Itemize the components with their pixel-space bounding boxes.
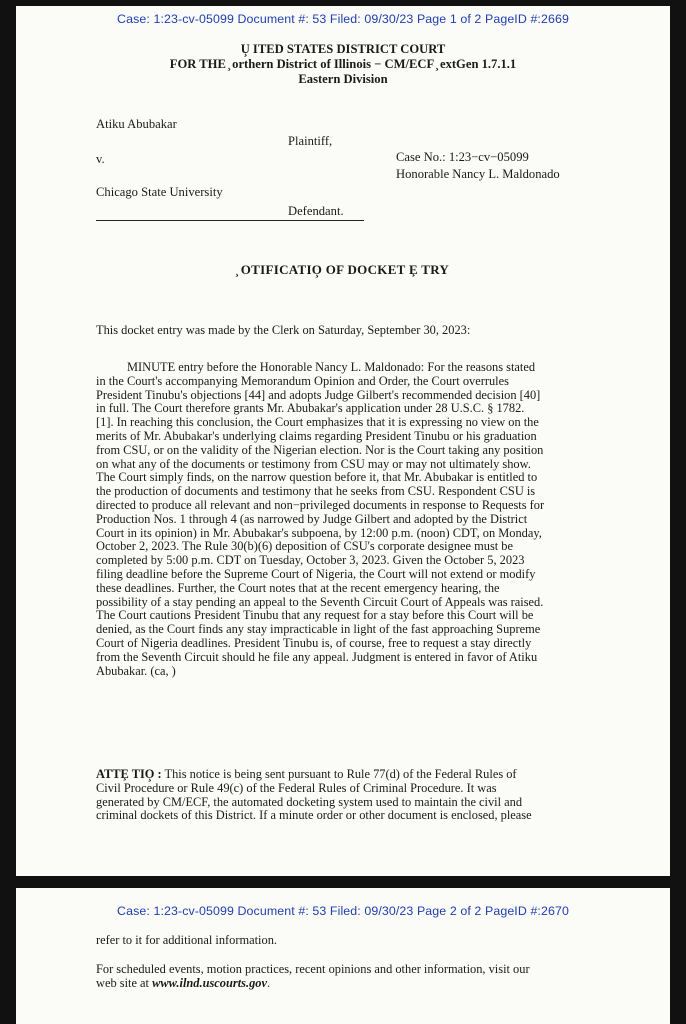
minute-entry-line: The Court cautions President Tinubu that any request for a stay before this Court will be <box>96 608 534 623</box>
judge-name: Honorable Nancy L. Maldonado <box>396 167 560 181</box>
attention-line: Civil Procedure or Rule 49(c) of the Federal Rules of Criminal Procedure. It was <box>96 780 497 795</box>
info-line-suffix: . <box>266 975 271 990</box>
minute-entry-line: Abubakar. (ca, ) <box>96 663 176 678</box>
defendant-label: Defendant. <box>288 204 344 218</box>
plaintiff-label: Plaintiff, <box>288 134 333 148</box>
minute-entry-line: in the Court's accompanying Memorandum Opinion and Order, the Court overrules <box>96 373 509 388</box>
minute-entry-line: filing deadline before the Supreme Court of Nigeria, the Court will not extend or modify <box>96 566 536 581</box>
minute-entry-line: denied, as the Court finds any stay impracticable in light of the fast approaching Supreme <box>96 622 541 637</box>
caption-rule <box>96 220 364 221</box>
minute-entry-line: from the Seventh Circuit should he file any appeal. Judgment is entered in favor of Atiku <box>96 649 538 664</box>
document-page-1 <box>16 6 670 876</box>
case-header-stamp: Case: 1:23-cv-05099 Document #: 53 Filed: 09/30/23 Page 1 of 2 PageID #:2669 <box>117 12 569 26</box>
minute-entry-line: in full. The Court therefore grants Mr. Abubakar's application under 28 U.S.C. § 1782. <box>96 401 525 416</box>
minute-entry-line: the production of documents and testimony that he seeks from CSU. Respondent CSU is <box>96 484 536 499</box>
minute-entry-line: from CSU, or on the validity of the Nigerian election. Nor is the Court taking any position <box>96 442 544 457</box>
minute-entry-line: [1]. In reaching this conclusion, the Court emphasizes that it is expressing no view on the <box>96 415 539 430</box>
website-link[interactable]: www.ilnd.uscourts.gov <box>152 975 267 990</box>
info-paragraph <box>96 963 628 991</box>
minute-entry-line: October 2, 2023. The Rule 30(b)(6) deposition of CSU's corporate designee must be <box>96 539 514 554</box>
minute-entry-line: merits of Mr. Abubakar's underlying claims regarding President Tinubu or his graduation <box>96 428 537 443</box>
attention-line: generated by CM/ECF, the automated docketing system used to maintain the civil and <box>96 794 523 809</box>
minute-entry-line: MINUTE entry before the Honorable Nancy L. Maldonado: For the reasons stated <box>96 360 536 374</box>
document-page-2 <box>16 888 670 1024</box>
minute-entry-line: directed to produce all relevant and non−privileged documents in response to Requests for <box>96 497 545 512</box>
minute-entry <box>96 361 628 678</box>
minute-entry-line: on what any of the documents or testimony from CSU may or may not ultimately show. <box>96 456 531 471</box>
court-heading <box>16 42 670 87</box>
attention-label: ATTȨ TIO̧ : <box>96 767 162 781</box>
court-name: U̧ ITED STATES DISTRICT COURT <box>240 42 446 56</box>
versus-label: v. <box>96 152 105 166</box>
case-number: Case No.: 1:23−cv−05099 <box>396 150 529 164</box>
info-line <box>96 977 628 991</box>
notice-title: ̧ OTIFICATIO̧ OF DOCKET Ȩ TRY <box>236 262 450 277</box>
defendant-name: Chicago State University <box>96 185 223 199</box>
docket-intro: This docket entry was made by the Clerk on Saturday, September 30, 2023: <box>96 323 471 337</box>
court-division: Eastern Division <box>298 72 388 86</box>
case-header-stamp: Case: 1:23-cv-05099 Document #: 53 Filed: 09/30/23 Page 2 of 2 PageID #:2670 <box>117 904 569 918</box>
minute-entry-line: The Court simply finds, on the narrow question before it, that Mr. Abubakar is entitled to <box>96 470 538 485</box>
minute-entry-line: Court in its opinion) in Mr. Abubakar's subpoena, by 12:00 p.m. (noon) CDT, on Monday, <box>96 525 542 540</box>
minute-entry-line: Production Nos. 1 through 4 (as narrowed by Judge Gilbert and adopted by the District <box>96 511 528 526</box>
refer-text: refer to it for additional information. <box>96 933 277 947</box>
minute-entry-line: Court of Nigeria deadlines. President Tinubu is, of course, free to request a stay directly <box>96 635 532 650</box>
minute-entry-line: possibility of a stay pending an appeal to the Seventh Circuit Court of Appeals was raised. <box>96 594 544 609</box>
minute-entry-line: these deadlines. Further, the Court notes that at the recent emergency hearing, the <box>96 580 500 595</box>
minute-entry-line: completed by 5:00 p.m. CDT on Tuesday, October 3, 2023. Given the October 5, 2023 <box>96 553 525 568</box>
minute-entry-line: President Tinubu's objections [44] and adopts Judge Gilbert's recommended decision [40] <box>96 387 541 402</box>
info-line-prefix: web site at <box>96 975 153 990</box>
plaintiff-name: Atiku Abubakar <box>96 117 177 131</box>
attention-notice <box>96 768 628 823</box>
attention-line: This notice is being sent pursuant to Rule 77(d) of the Federal Rules of <box>161 767 517 781</box>
attention-line-first <box>96 768 628 782</box>
court-district: FOR THE ̧ orthern District of Illinois − CM/ECF ̧ extGen 1.7.1.1 <box>169 57 517 71</box>
info-line: For scheduled events, motion practices, recent opinions and other information, visit our <box>96 962 530 976</box>
attention-line: criminal dockets of this District. If a minute order or other document is enclosed, please <box>96 808 532 823</box>
